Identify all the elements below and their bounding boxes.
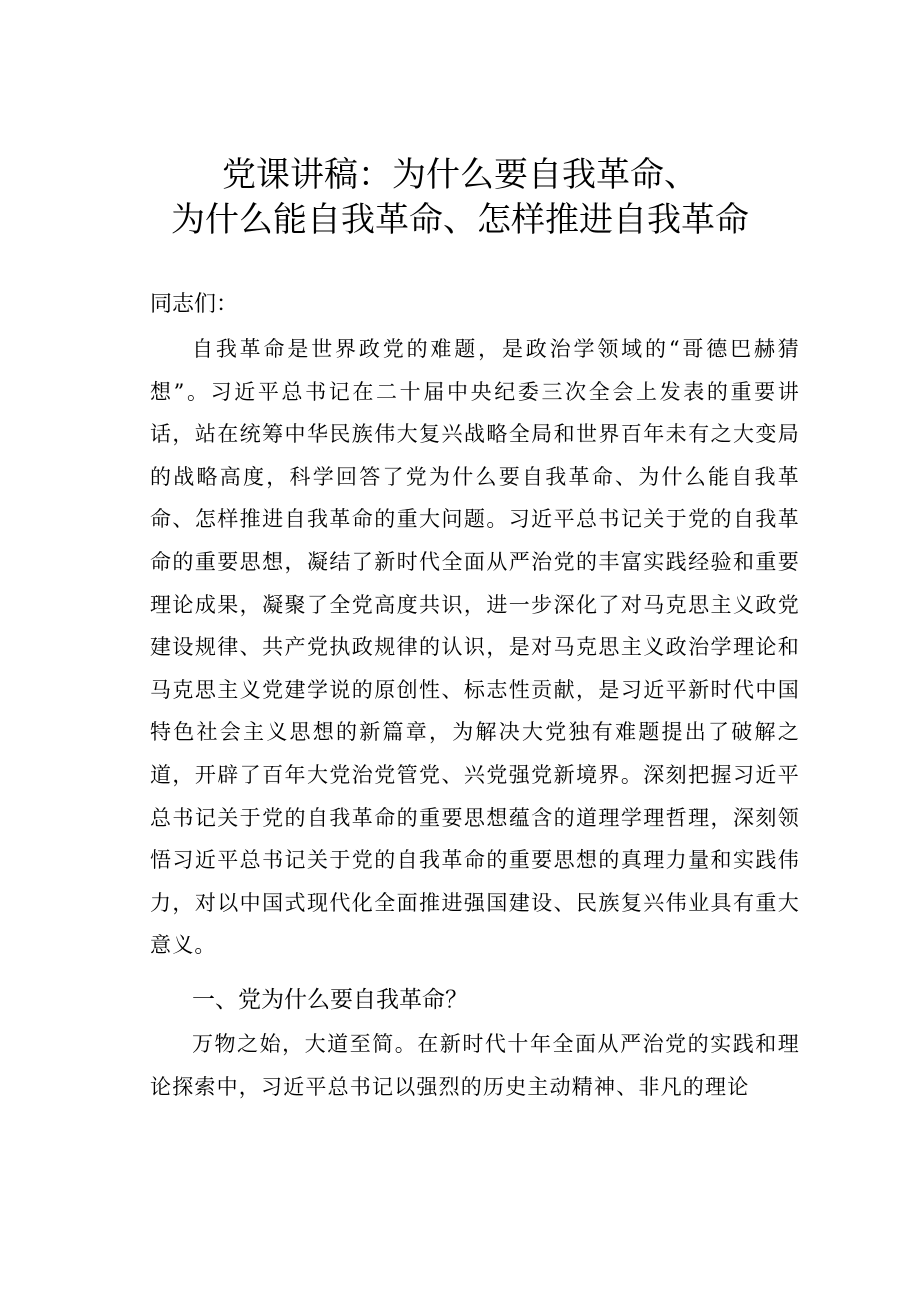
section-heading-1: 一、党为什么要自我革命？ (192, 987, 468, 1013)
document-title-line-1: 党课讲稿：为什么要自我革命、 (222, 155, 698, 195)
body-paragraph-2: 万物之始，大道至简。在新时代十年全面从严治党的实践和理论探索中，习近平总书记以强烈的历史主动精神、非凡的理论 (150, 1032, 800, 1099)
document-title-line-2: 为什么能自我革命、怎样推进自我革命 (171, 200, 749, 240)
salutation: 同志们： (150, 292, 239, 317)
body-paragraph-1: 自我革命是世界政党的难题，是政治学领域的“哥德巴赫猜想”。习近平总书记在二十届中央纪委三次全会上发表的重要讲话，站在统筹中华民族伟大复兴战略全局和世界百年未有之大变局的战略高度，科学回答了党为什么要自我革命、为什么能自我革命、怎样推进自我革命的重大问题。习近平总书记关于党的自我革命的重要思想，凝结了新时代全面从严治党的丰富实践经验和重要理论成果，凝聚了全党高度共识，进一步深化了对马克思主义政党建设规律、共产党执政规律的认识，是对马克思主义政治学理论和马克思主义党建学说的原创性、标志性贡献，是习近平新时代中国特色社会主义思想的新篇章，为解决大党独有难题提出了破解之道，开辟了百年大党治党管党、兴党强党新境界。深刻把握习近平总书记关于党的自我革命的重要思想蕴含的道理学理哲理，深刻领悟习近平总书记关于党的自我革命的重要思想的真理力量和实践伟力，对以中国式现代化全面推进强国建设、民族复兴伟业具有重大意义。 (150, 337, 800, 958)
